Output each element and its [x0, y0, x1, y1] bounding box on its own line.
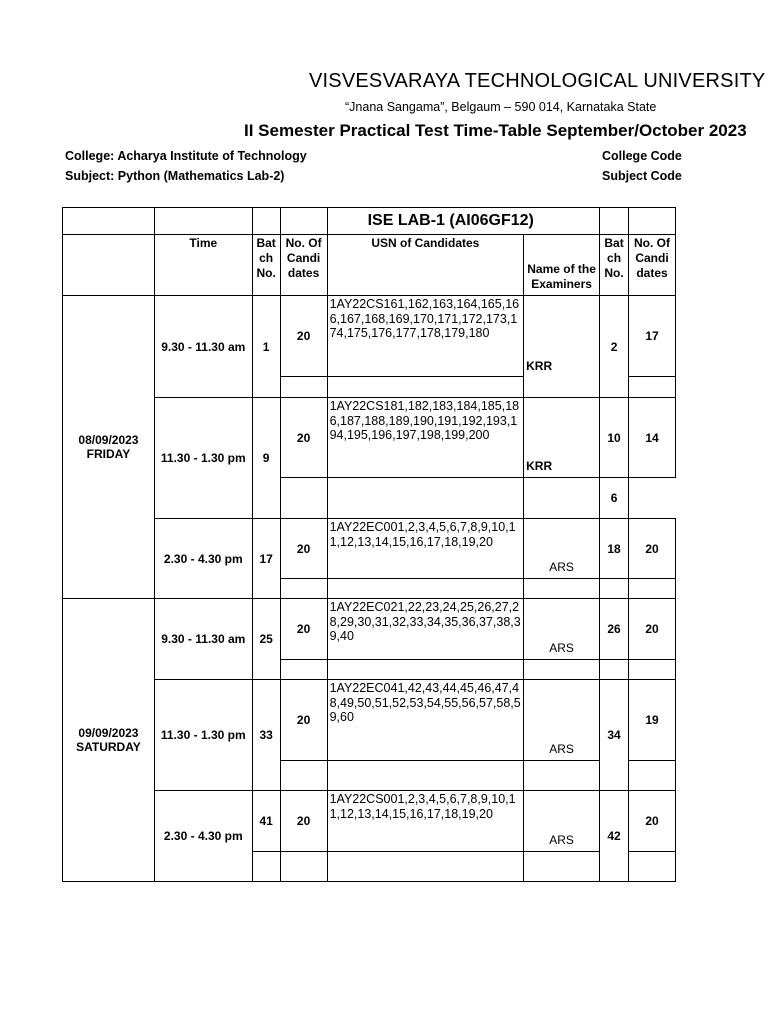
lab-title: ISE LAB-1 (AI06GF12) [327, 208, 599, 235]
slot-count-2: 17 [629, 296, 676, 377]
slot-batch: 41 [252, 791, 280, 852]
slot-time: 9.30 - 11.30 am [154, 599, 252, 680]
slot-count-2: 14 [629, 398, 676, 478]
slot-batch-2: 18 [600, 519, 629, 579]
table-row [63, 398, 676, 478]
slot-batch: 1 [252, 296, 280, 398]
day2-cell [63, 599, 155, 882]
slot-batch-2: 26 [600, 599, 629, 660]
slot-time: 11.30 - 1.30 pm [154, 398, 252, 519]
slot-batch-2: 42 [600, 791, 629, 882]
day1-date: 08/09/2023 [78, 433, 139, 447]
slot-usn: 1AY22EC001,2,3,4,5,6,7,8,9,10,11,12,13,14,15,16,17,18,19,20 [327, 519, 524, 579]
slot-examiner: KRR [524, 296, 600, 398]
slot-examiner: ARS [524, 599, 600, 660]
col-count: No. Of Candi dates [280, 235, 327, 296]
slot-count: 20 [280, 599, 327, 660]
col-batch: Bat ch No. [252, 235, 280, 296]
university-name: VISVESVARAYA TECHNOLOGICAL UNIVERSITY [309, 70, 766, 92]
slot-batch-2: 10 [600, 398, 629, 478]
slot-usn: 1AY22CS181,182,183,184,185,186,187,188,189,190,191,192,193,194,195,196,197,198,199,200 [327, 398, 524, 478]
slot-batch: 17 [252, 519, 280, 599]
slot-time: 2.30 - 4.30 pm [154, 519, 252, 599]
day1-day: FRIDAY [86, 447, 131, 461]
college-code-label: College Code [602, 149, 682, 163]
slot-usn: 1AY22CS161,162,163,164,165,166,167,168,169,170,171,172,173,174,175,176,177,178,179,180 [327, 296, 524, 377]
slot-usn: 1AY22EC021,22,23,24,25,26,27,28,29,30,31,32,33,34,35,36,37,38,39,40 [327, 599, 524, 660]
slot-count-2: 20 [629, 519, 676, 579]
slot-examiner: ARS [524, 791, 600, 852]
slot-examiner: ARS [524, 680, 600, 761]
col-usn: USN of Candidates [327, 235, 524, 296]
university-address: “Jnana Sangama”, Belgaum – 590 014, Karnataka State [345, 100, 657, 114]
col-batch-2: Bat ch No. [600, 235, 629, 296]
table-row [63, 519, 676, 579]
subject-name: Subject: Python (Mathematics Lab-2) [65, 169, 285, 183]
slot-examiner: ARS [524, 519, 600, 579]
table-header-row [63, 235, 676, 296]
slot-count: 20 [280, 519, 327, 579]
day2-day: SATURDAY [76, 740, 141, 754]
day1-cell [63, 296, 155, 599]
slot-usn: 1AY22EC041,42,43,44,45,46,47,48,49,50,51,52,53,54,55,56,57,58,59,60 [327, 680, 524, 761]
slot-examiner: KRR [524, 398, 600, 478]
slot-batch: 9 [252, 398, 280, 519]
slot-time: 9.30 - 11.30 am [154, 296, 252, 398]
college-name: College: Acharya Institute of Technology [65, 149, 307, 163]
slot-count-2: 19 [629, 680, 676, 761]
slot-batch: 33 [252, 680, 280, 791]
table-row [63, 680, 676, 761]
slot-count: 20 [280, 680, 327, 761]
table-row [63, 208, 676, 235]
slot-batch-2: 2 [600, 296, 629, 398]
slot-extra-count: 6 [600, 478, 629, 519]
col-count-2: No. Of Candi dates [629, 235, 676, 296]
slot-count-2: 20 [629, 599, 676, 660]
slot-count: 20 [280, 791, 327, 852]
table-row [63, 296, 676, 377]
timetable [62, 207, 676, 882]
slot-count: 20 [280, 296, 327, 377]
slot-time: 2.30 - 4.30 pm [154, 791, 252, 882]
document-title: II Semester Practical Test Time-Table September/October 2023 [244, 121, 747, 140]
subject-code-label: Subject Code [602, 169, 682, 183]
slot-count-2: 20 [629, 791, 676, 852]
col-time: Time [154, 235, 252, 296]
slot-batch: 25 [252, 599, 280, 680]
table-row [63, 791, 676, 852]
day2-date: 09/09/2023 [78, 726, 139, 740]
col-examiners: Name of the Examiners [524, 235, 600, 296]
slot-time: 11.30 - 1.30 pm [154, 680, 252, 791]
table-row [63, 599, 676, 660]
slot-usn: 1AY22CS001,2,3,4,5,6,7,8,9,10,11,12,13,14,15,16,17,18,19,20 [327, 791, 524, 852]
slot-count: 20 [280, 398, 327, 478]
slot-batch-2: 34 [600, 680, 629, 791]
